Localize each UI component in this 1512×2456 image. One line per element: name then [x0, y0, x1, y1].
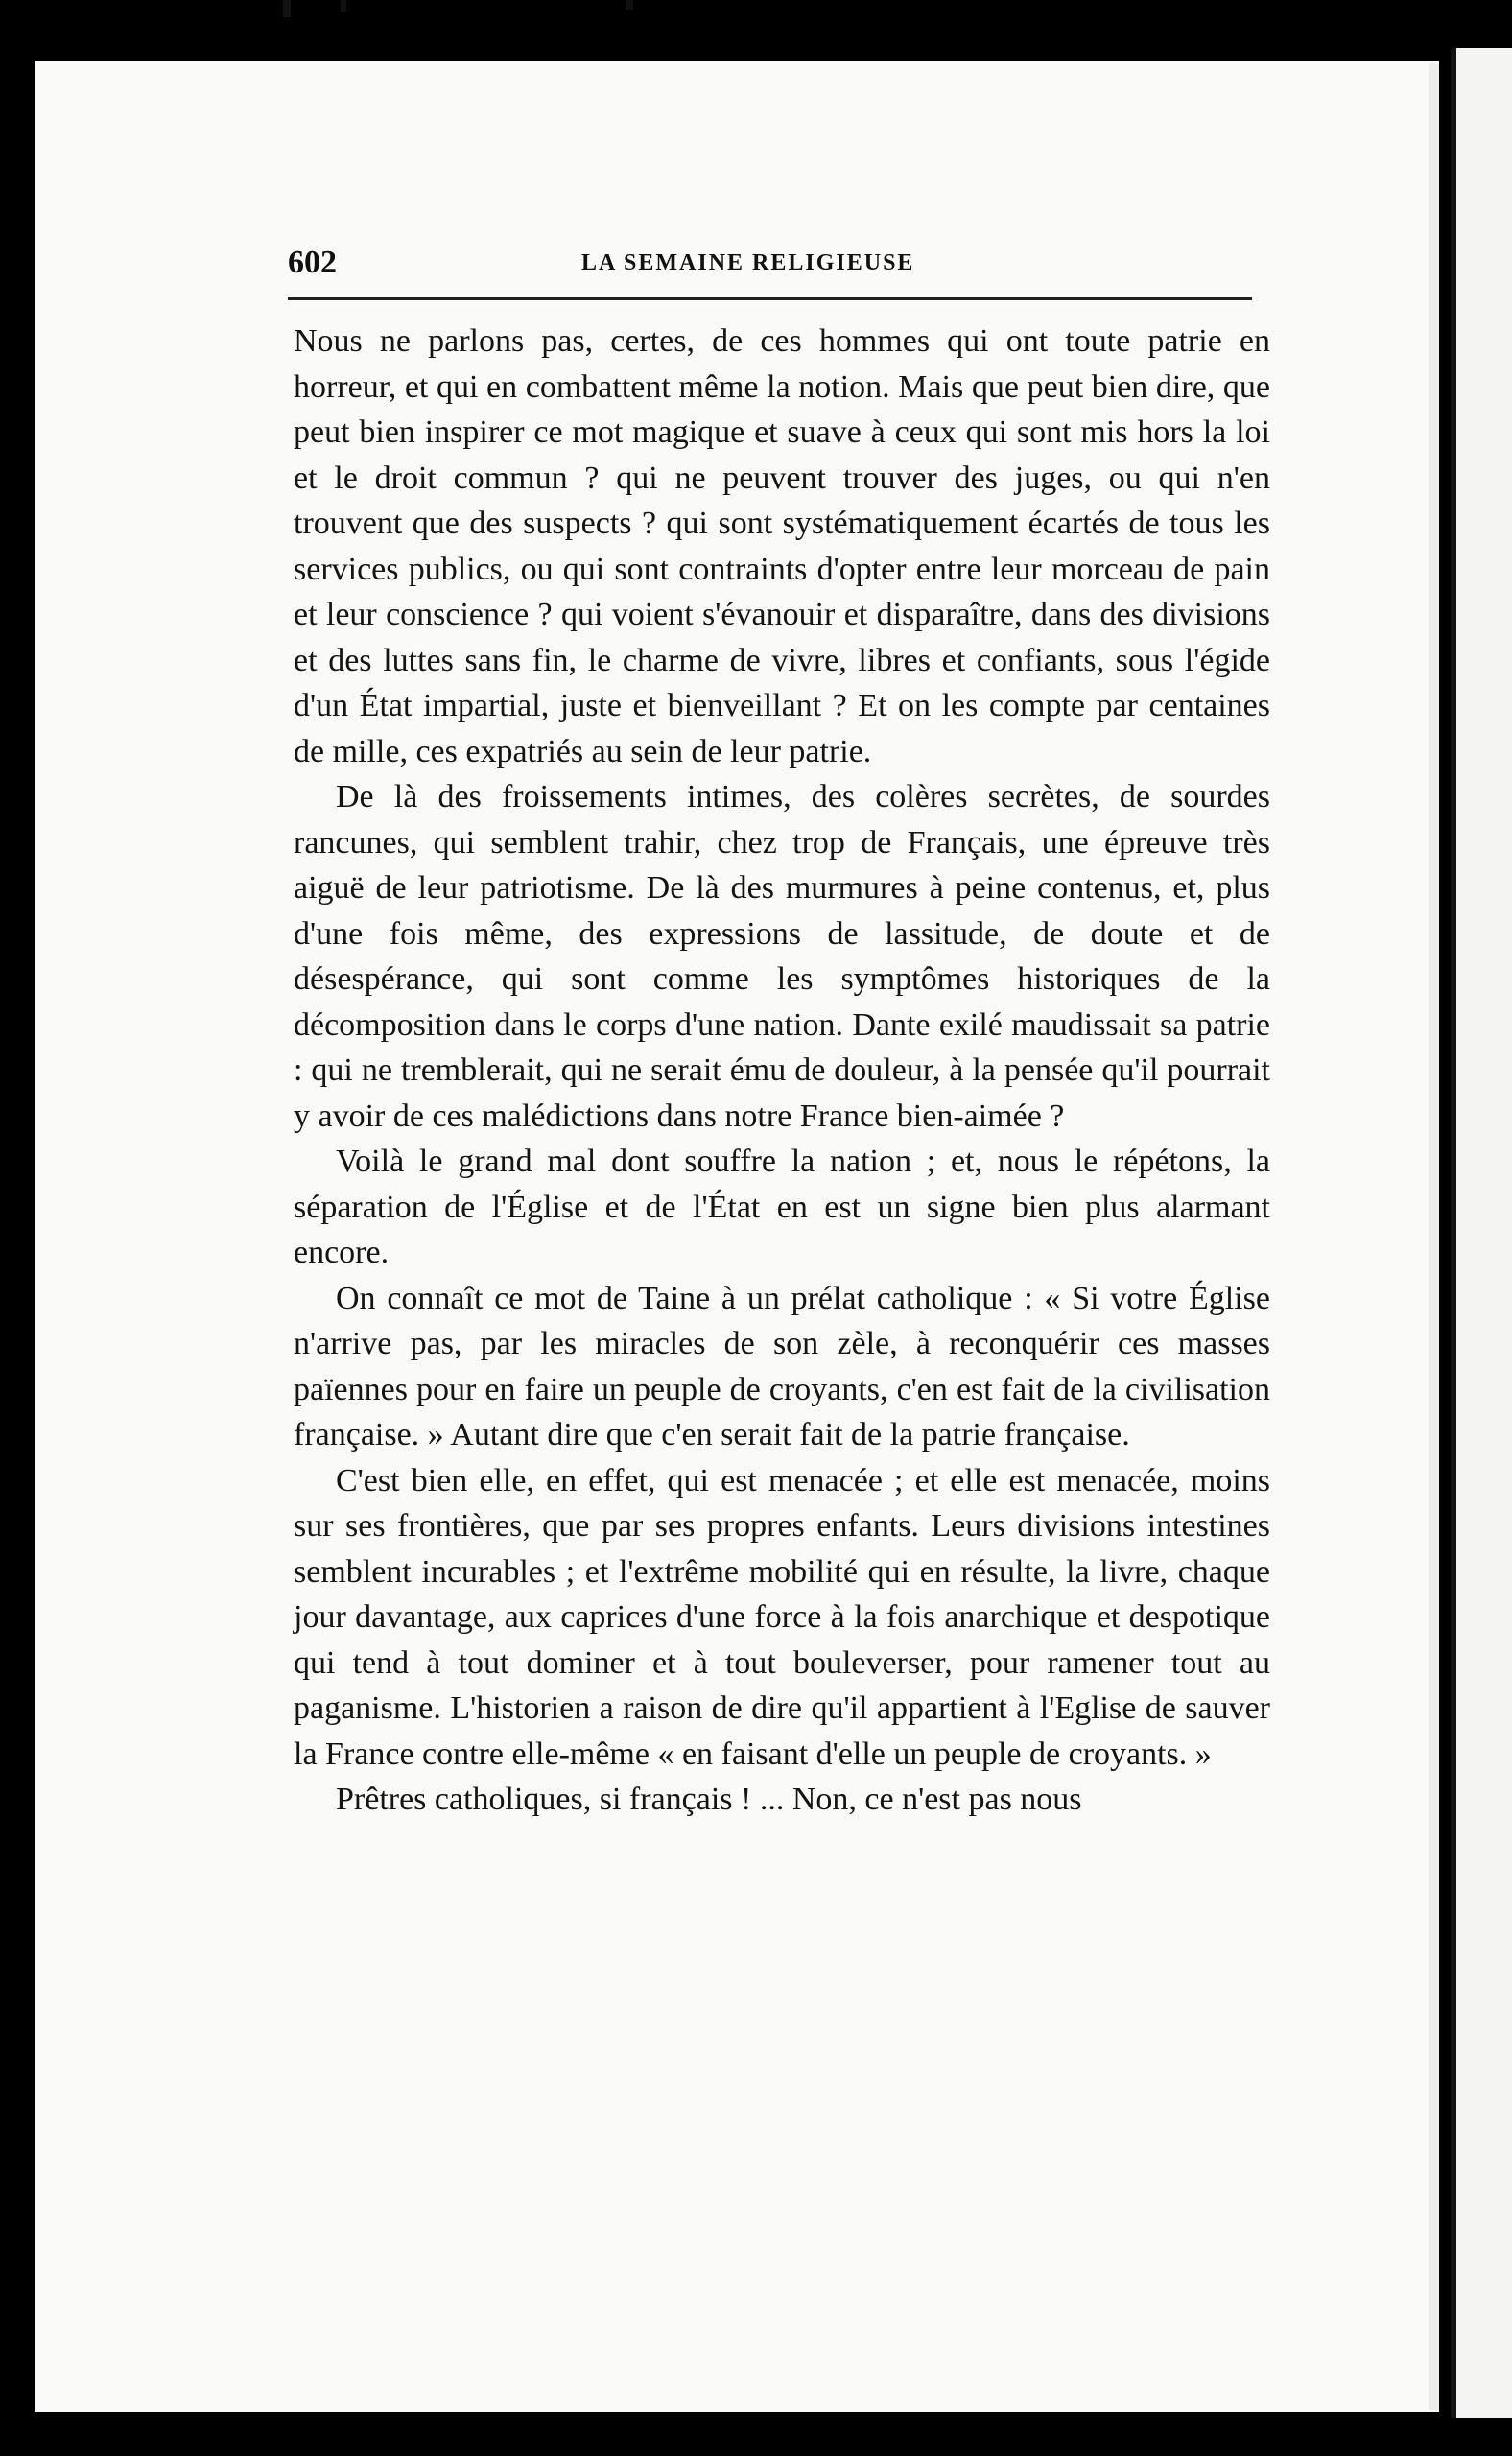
scan-artifact — [341, 0, 346, 12]
body-text — [294, 319, 1270, 1823]
paragraph-5: C'est bien elle, en effet, qui est menacée ; et elle est menacée, moins sur ses frontières, que par ses propres enfants. Leurs divisions intestines semblent incurables ; et l'extrême mobilité qui en résulte, la livre, chaque jour davantage, aux caprices d'une force à la fois anarchique et despotique qui tend à tout dominer et à tout bouleverser, pour ramener tout au paganisme. L'historien a raison de dire qu'il appartient à l'Eglise de sauver la France contre elle-même « en faisant d'elle un peuple de croyants. » — [294, 1462, 1270, 1772]
paragraph-6: Prêtres catholiques, si français ! ... Non, ce n'est pas nous — [336, 1782, 1082, 1817]
scan-artifact — [626, 0, 633, 10]
running-head — [288, 245, 1257, 295]
paragraph-4: On connaît ce mot de Taine à un prélat catholique : « Si votre Église n'arrive pas, par les miracles de son zèle, à reconquérir ces masses païennes pour en faire un peuple de croyants, c'en est fait de la civilisation française. » Autant dire que c'en serait fait de la patrie française. — [294, 1280, 1270, 1452]
header-rule — [288, 297, 1252, 300]
page-edge-shadow — [1429, 63, 1439, 2410]
paragraph-1: Nous ne parlons pas, certes, de ces hommes qui ont toute patrie en horreur, et qui en combattent même la notion. Mais que peut bien dire, que peut bien inspirer ce mot magique et suave à ceux qui sont mis hors la loi et le droit commun ? qui ne peuvent trouver des juges, ou qui n'en trouvent que des suspects ? qui sont systématiquement écartés de tous les services publics, ou qui sont contraints d'opter entre leur morceau de pain et leur conscience ? qui voient s'évanouir et disparaître, dans des divisions et des luttes sans fin, le charme de vivre, libres et confiants, sous l'égide d'un État impartial, juste et bienveillant ? Et on les compte par centaines de mille, ces expatriés au sein de leur patrie. — [294, 323, 1270, 769]
paragraph-3: Voilà le grand mal dont souffre la nation ; et, nous le répétons, la séparation de l'Église et de l'État en est un signe bien plus alarmant encore. — [294, 1144, 1270, 1270]
page-number: 602 — [288, 245, 337, 280]
paragraph-2: De là des froissements intimes, des colères secrètes, de sourdes rancunes, qui semblent trahir, chez trop de Français, une épreuve très aiguë de leur patriotisme. De là des murmures à peine contenus, et, plus d'une fois même, des expressions de lassitude, de doute et de désespérance, qui sont comme les symptômes historiques de la décomposition dans le corps d'une nation. Dante exilé maudissait sa patrie : qui ne tremblerait, qui ne serait ému de douleur, à la pensée qu'il pourrait y avoir de ces malédictions dans notre France bien-aimée ? — [294, 779, 1270, 1134]
adjacent-page-edge — [1451, 48, 1512, 2418]
scan-artifact — [283, 0, 291, 17]
running-title: LA SEMAINE RELIGIEUSE — [581, 250, 915, 275]
